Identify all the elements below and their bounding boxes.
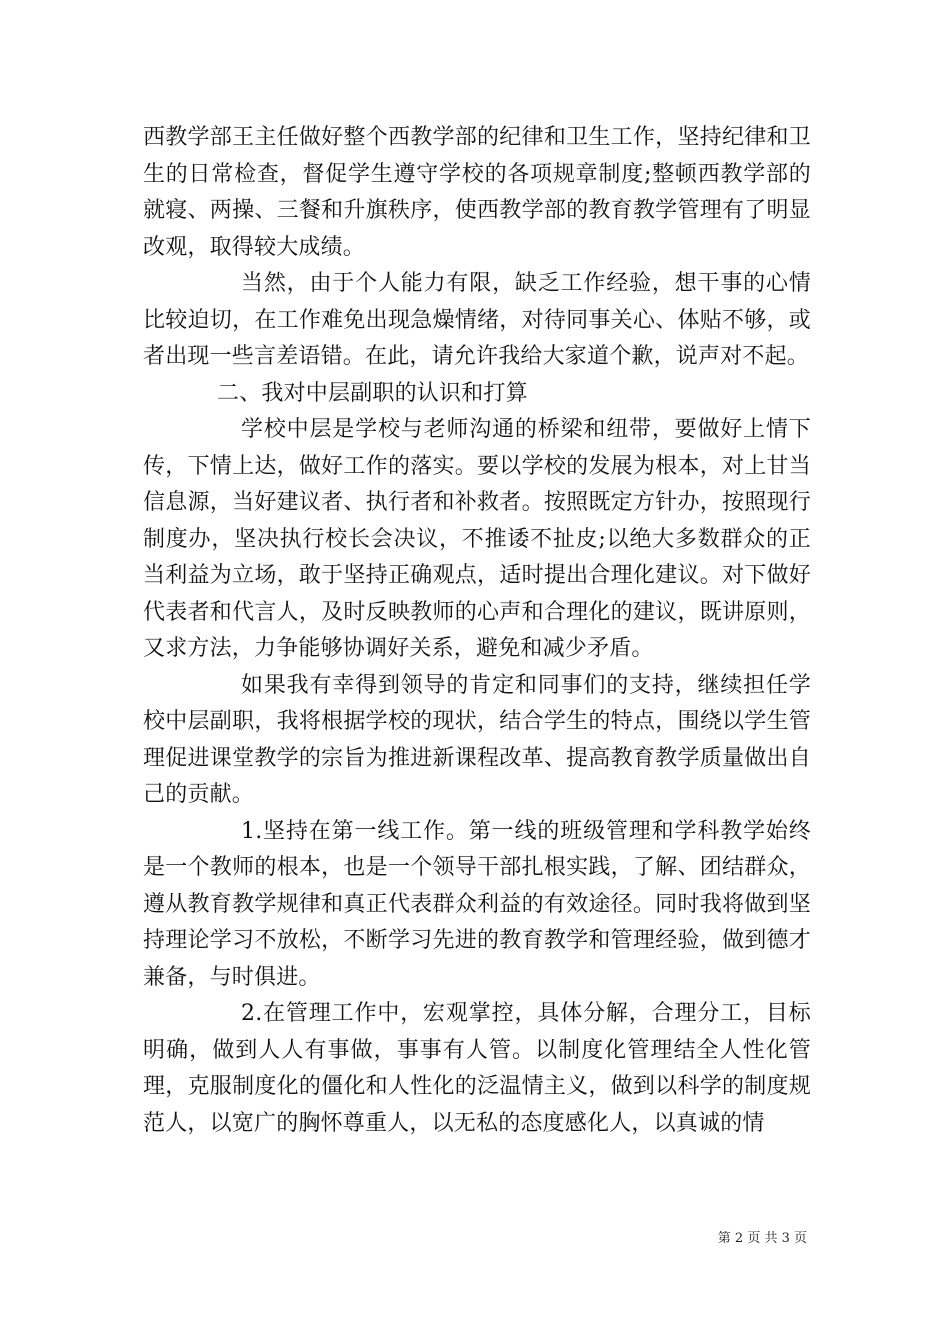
paragraph-continuation: 西教学部王主任做好整个西教学部的纪律和卫生工作，坚持纪律和卫生的日常检查，督促学生遵守学校的各项规章制度;整顿西教学部的就寝、两操、三餐和升旗秩序，使西教学部的教育教学管理有了明显改观，取得较大成绩。 <box>143 125 811 260</box>
paragraph-apology: 当然，由于个人能力有限，缺乏工作经验，想干事的心情比较迫切，在工作难免出现急燥情绪，对待同事关心、体贴不够，或者出现一些言差语错。在此，请允许我给大家道个歉，说声对不起。 <box>143 271 811 369</box>
document-body <box>143 120 811 1142</box>
section-heading: 二、我对中层副职的认识和打算 <box>217 380 528 406</box>
paragraph-point-2: 2.在管理工作中，宏观掌控，具体分解，合理分工，目标明确，做到人人有事做，事事有人管。以制度化管理结全人性化管理，克服制度化的僵化和人性化的泛温情主义，做到以科学的制度规范人，以宽广的胸怀尊重人，以无私的态度感化人，以真诚的情 <box>143 1001 811 1136</box>
paragraph-middle-management-role: 学校中层是学校与老师沟通的桥梁和纽带，要做好上情下传，下情上达，做好工作的落实。要以学校的发展为根本，对上甘当信息源，当好建议者、执行者和补救者。按照既定方针办，按照现行制度办，坚决执行校长会决议，不推诿不扯皮;以绝大多数群众的正当利益为立场，敢于坚持正确观点，适时提出合理化建议。对下做好代表者和代言人，及时反映教师的心声和合理化的建议，既讲原则，又求方法，力争能够协调好关系，避免和减少矛盾。 <box>143 417 811 661</box>
paragraph-point-1: 1.坚持在第一线工作。第一线的班级管理和学科教学始终是一个教师的根本，也是一个领导干部扎根实践，了解、团结群众，遵从教育教学规律和真正代表群众利益的有效途径。同时我将做到坚持理论学习不放松，不断学习先进的教育教学和管理经验，做到德才兼备，与时俱进。 <box>143 818 811 990</box>
page-number-footer: 第 2 页 共 3 页 <box>717 1231 807 1246</box>
paragraph-plan-intro: 如果我有幸得到领导的肯定和同事们的支持，继续担任学校中层副职，我将根据学校的现状，结合学生的特点，围绕以学生管理促进课堂教学的宗旨为推进新课程改革、提高教育教学质量做出自己的贡献。 <box>143 672 811 807</box>
